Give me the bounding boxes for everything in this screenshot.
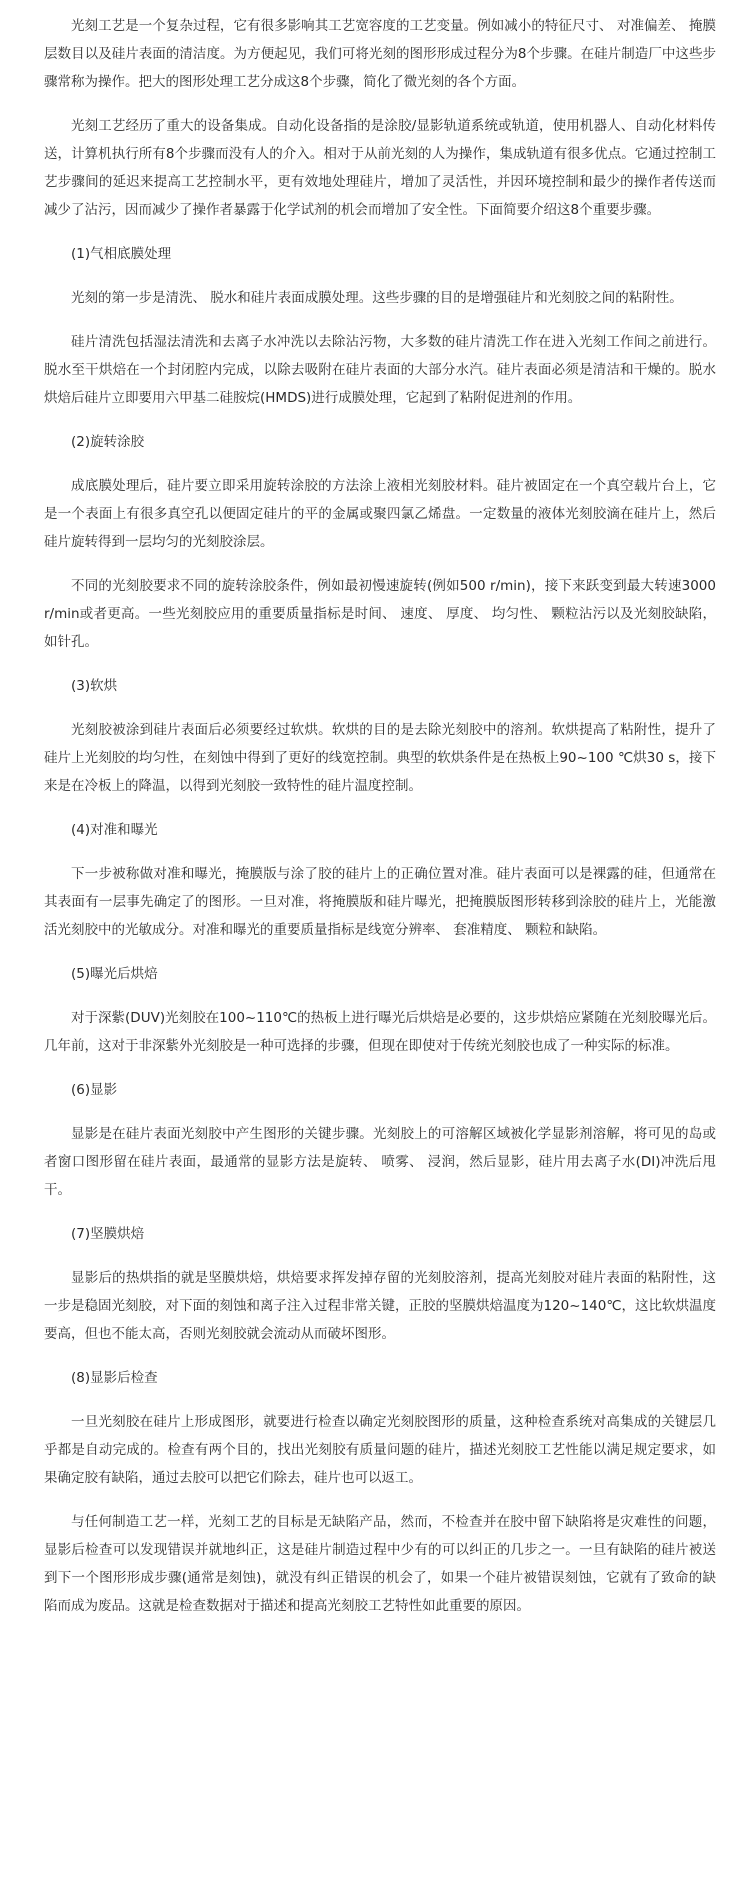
body-paragraph: 下一步被称做对准和曝光，掩膜版与涂了胶的硅片上的正确位置对准。硅片表面可以是裸露的硅，但通常在其表面有一层事先确定了的图形。一旦对准，将掩膜版和硅片曝光，把掩膜版图形转移到涂胶的硅片上，光能激活光刻胶中的光敏成分。对准和曝光的重要质量指标是线宽分辨率、 套准精度、 颗粒和缺陷。 [44,866,716,938]
body-paragraph: 显影后的热烘指的就是坚膜烘焙，烘焙要求挥发掉存留的光刻胶溶剂，提高光刻胶对硅片表面的粘附性，这一步是稳固光刻胶，对下面的刻蚀和离子注入过程非常关键，正胶的坚膜烘焙温度为120~140℃，这比软烘温度要高，但也不能太高，否则光刻胶就会流动从而破坏图形。 [44,1270,717,1342]
body-paragraph: 光刻的第一步是清洗、 脱水和硅片表面成膜处理。这些步骤的目的是增强硅片和光刻胶之间的粘附性。 [71,290,683,306]
section-heading: (1)气相底膜处理 [71,246,172,262]
section-heading: (3)软烘 [71,678,118,694]
body-paragraph: 光刻胶被涂到硅片表面后必须要经过软烘。软烘的目的是去除光刻胶中的溶剂。软烘提高了粘附性，提升了硅片上光刻胶的均匀性，在刻蚀中得到了更好的线宽控制。典型的软烘条件是在热板上90~100 ℃烘30 s，接下来是在冷板上的降温，以得到光刻胶一致特性的硅片温度控制。 [44,722,716,794]
section-heading: (2)旋转涂胶 [71,434,145,450]
body-paragraph: 成底膜处理后，硅片要立即采用旋转涂胶的方法涂上液相光刻胶材料。硅片被固定在一个真空载片台上，它是一个表面上有很多真空孔以便固定硅片的平的金属或聚四氯乙烯盘。一定数量的液体光刻胶滴在硅片上，然后硅片旋转得到一层均匀的光刻胶涂层。 [44,478,716,550]
section-heading: (6)显影 [71,1082,118,1098]
intro-paragraph: 光刻工艺是一个复杂过程，它有很多影响其工艺宽容度的工艺变量。例如减小的特征尺寸、 对准偏差、 掩膜层数目以及硅片表面的清洁度。为方便起见，我们可将光刻的图形形成过程分为8个步骤。在硅片制造厂中这些步骤常称为操作。把大的图形处理工艺分成这8个步骤，简化了微光刻的各个方面。 [44,18,716,90]
intro-paragraph: 光刻工艺经历了重大的设备集成。自动化设备指的是涂胶/显影轨道系统或轨道，使用机器人、自动化材料传送，计算机执行所有8个步骤而没有人的介入。相对于从前光刻的人为操作，集成轨道有很多优点。它通过控制工艺步骤间的延迟来提高工艺控制水平，更有效地处理硅片，增加了灵活性，并因环境控制和最少的操作者传送而减少了沾污，因而减少了操作者暴露于化学试剂的机会而增加了安全性。下面简要介绍这8个重要步骤。 [44,118,716,218]
body-paragraph: 对于深紫(DUV)光刻胶在100~110℃的热板上进行曝光后烘焙是必要的，这步烘焙应紧随在光刻胶曝光后。几年前，这对于非深紫外光刻胶是一种可选择的步骤，但现在即使对于传统光刻胶也成了一种实际的标准。 [44,1010,716,1054]
body-paragraph: 硅片清洗包括湿法清洗和去离子水冲洗以去除沾污物，大多数的硅片清洗工作在进入光刻工作间之前进行。脱水至干烘焙在一个封闭腔内完成，以除去吸附在硅片表面的大部分水汽。硅片表面必须是清洁和干燥的。脱水烘焙后硅片立即要用六甲基二硅胺烷(HMDS)进行成膜处理，它起到了粘附促进剂的作用。 [44,334,716,406]
section-heading: (4)对准和曝光 [71,822,158,838]
body-paragraph: 不同的光刻胶要求不同的旋转涂胶条件，例如最初慢速旋转(例如500 r/min)，接下来跃变到最大转速3000 r/min或者更高。一些光刻胶应用的重要质量指标是时间、 速度、 厚度、 均匀性、 颗粒沾污以及光刻胶缺陷，如针孔。 [44,578,716,650]
section-heading: (7)坚膜烘焙 [71,1226,145,1242]
body-paragraph: 与任何制造工艺一样，光刻工艺的目标是无缺陷产品，然而，不检查并在胶中留下缺陷将是灾难性的问题，显影后检查可以发现错误并就地纠正，这是硅片制造过程中少有的可以纠正的几步之一。一旦有缺陷的硅片被送到下一个图形形成步骤(通常是刻蚀)，就没有纠正错误的机会了，如果一个硅片被错误刻蚀，它就有了致命的缺陷而成为废品。这就是检查数据对于描述和提高光刻胶工艺特性如此重要的原因。 [44,1514,716,1614]
section-heading: (5)曝光后烘焙 [71,966,158,982]
body-paragraph: 显影是在硅片表面光刻胶中产生图形的关键步骤。光刻胶上的可溶解区域被化学显影剂溶解，将可见的岛或者窗口图形留在硅片表面，最通常的显影方法是旋转、 喷雾、 浸润，然后显影，硅片用去离子水(DI)冲洗后甩干。 [44,1126,716,1198]
section-heading: (8)显影后检查 [71,1370,158,1386]
body-paragraph: 一旦光刻胶在硅片上形成图形，就要进行检查以确定光刻胶图形的质量，这种检查系统对高集成的关键层几乎都是自动完成的。检查有两个目的，找出光刻胶有质量问题的硅片，描述光刻胶工艺性能以满足规定要求，如果确定胶有缺陷，通过去胶可以把它们除去，硅片也可以返工。 [44,1414,716,1486]
